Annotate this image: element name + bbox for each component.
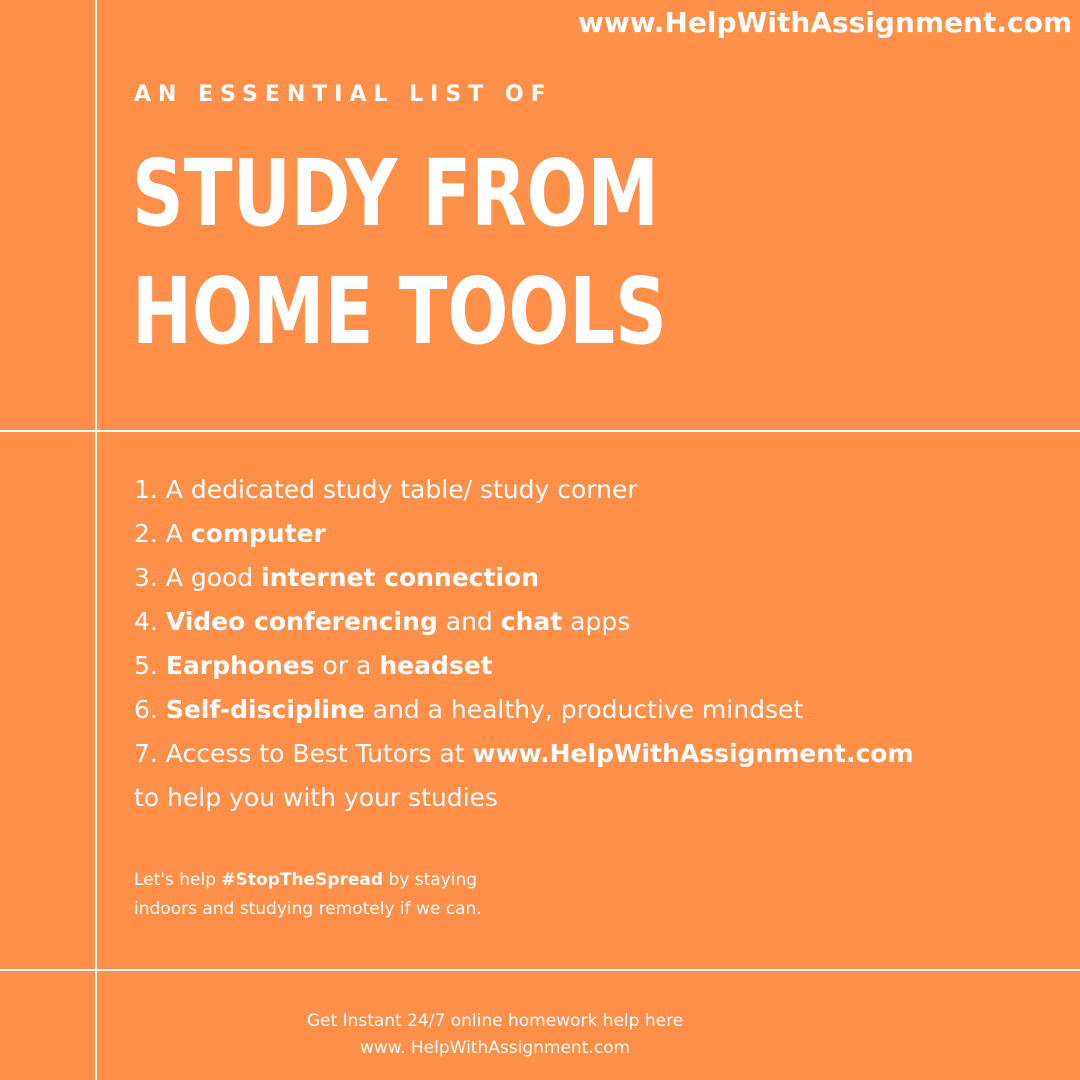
stop-the-spread-note bbox=[134, 866, 482, 924]
title-line-1: STUDY FROM bbox=[132, 140, 659, 247]
list-item-prefix: 5. bbox=[134, 651, 166, 680]
list-item-continuation: to help you with your studies bbox=[134, 783, 498, 812]
list-item-4 bbox=[134, 600, 914, 644]
list-item-bold: Video conferencing bbox=[165, 607, 438, 636]
site-url-header[interactable]: www.HelpWithAssignment.com bbox=[577, 6, 1072, 39]
list-item-1 bbox=[134, 468, 914, 512]
list-item-3 bbox=[134, 556, 914, 600]
list-item-prefix: 6. bbox=[134, 695, 166, 724]
footer-url[interactable]: www. HelpWithAssignment.com bbox=[359, 1038, 631, 1058]
note-line-1 bbox=[134, 866, 482, 895]
horizontal-divider-bottom bbox=[0, 969, 1080, 971]
list-item-bold: internet connection bbox=[261, 563, 539, 592]
list-item-7 bbox=[134, 732, 914, 820]
footer-line-1: Get Instant 24/7 online homework help here bbox=[306, 1011, 684, 1031]
page-title bbox=[132, 135, 667, 371]
list-item-5 bbox=[134, 644, 914, 688]
tools-list bbox=[134, 468, 914, 820]
title-line-2: HOME TOOLS bbox=[132, 258, 667, 365]
note-prefix: Let's help bbox=[134, 870, 222, 890]
list-item-bold: chat bbox=[500, 607, 563, 636]
footer bbox=[0, 1008, 990, 1062]
vertical-divider bbox=[95, 0, 97, 1080]
note-line-2: indoors and studying remotely if we can. bbox=[134, 899, 482, 919]
note-suffix: by staying bbox=[383, 870, 478, 890]
list-item-prefix: 4. bbox=[134, 607, 166, 636]
list-item-text: 1. A dedicated study table/ study corner bbox=[134, 475, 638, 504]
list-item-6 bbox=[134, 688, 914, 732]
hashtag: #StopTheSpread bbox=[221, 870, 384, 890]
list-item-mid: or a bbox=[314, 651, 380, 680]
horizontal-divider-top bbox=[0, 430, 1080, 432]
list-item-bold: Self-discipline bbox=[165, 695, 365, 724]
list-item-2 bbox=[134, 512, 914, 556]
list-item-link[interactable]: www.HelpWithAssignment.com bbox=[472, 739, 914, 768]
list-item-prefix: 2. A bbox=[134, 519, 191, 548]
list-item-suffix: apps bbox=[562, 607, 631, 636]
list-item-mid: and bbox=[437, 607, 501, 636]
list-item-bold: headset bbox=[379, 651, 493, 680]
list-item-suffix: and a healthy, productive mindset bbox=[364, 695, 804, 724]
list-item-bold: computer bbox=[190, 519, 326, 548]
list-item-prefix: 7. Access to Best Tutors at bbox=[134, 739, 473, 768]
list-item-bold: Earphones bbox=[165, 651, 315, 680]
list-item-prefix: 3. A good bbox=[134, 563, 262, 592]
subtitle: AN ESSENTIAL LIST OF bbox=[134, 82, 553, 107]
